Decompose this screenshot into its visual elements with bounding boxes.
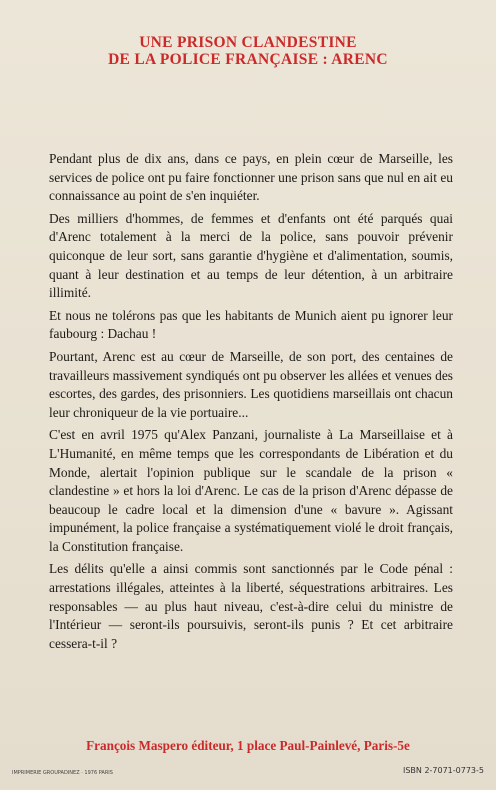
publisher-line: François Maspero éditeur, 1 place Paul-Painlevé, Paris-5e [86,738,410,753]
paragraph: Pourtant, Arenc est au cœur de Marseille, de son port, des centaines de travailleurs massivement syndiqués ont pu observer les allées et venues des escortes, des gardes, des prisonniers. Les quotidiens marseillais ont chacun leur chroniqueur de la vie portuaire... [49,348,453,420]
paragraph: C'est en avril 1975 qu'Alex Panzani, journaliste à La Marseillaise et à L'Humanité, en même temps que les correspondants de Libération et du Monde, alertait l'opinion publique sur le scandale de la prison « clandestine » et hors la loi d'Arenc. Le cas de la prison d'Arenc dépasse de beaucoup le cadre local et la dimension d'une « bavure ». Agissant impunément, la police française a systématiquement violé le droit français, la Constitution française. [49,427,453,554]
paragraph: Des milliers d'hommes, de femmes et d'enfants ont été parqués quai d'Arenc totalement à la merci de la police, sans pouvoir prévenir quiconque de leur sort, sans garantie d'hygiène et d'alimentation, soumis, quant à leur destination et au temps de leur détention, à un arbitraire illimité. [49,210,453,301]
cover-title [0,34,496,68]
title-line-2: DE LA POLICE FRANÇAISE : ARENC [108,51,388,68]
paragraph: Les délits qu'elle a ainsi commis sont sanctionnés par le Code pénal : arrestations illégales, atteintes à la liberté, séquestrations arbitraires. Les responsables — au plus haut niveau, c'est-à-dire celui du ministre de l'Intérieur — seront-ils poursuivis, seront-ils punis ? Et cet arbitraire cessera-t-il ? [49,561,453,651]
printer-line: IMPRIMERIE GROUPADINEZ · 1976 PARIS [12,770,113,776]
paragraph: Et nous ne tolérons pas que les habitants de Munich aient pu ignorer leur faubourg : Dachau ! [49,307,453,342]
blurb-text [49,150,453,657]
title-line-1: UNE PRISON CLANDESTINE [139,34,357,51]
isbn-number: ISBN 2-7071-0773-5 [402,766,484,775]
paragraph: Pendant plus de dix ans, dans ce pays, en plein cœur de Marseille, les services de police ont pu faire fonctionner une prison sans que nul en ait eu connaissance au point de s'en inquiéter. [49,151,453,204]
